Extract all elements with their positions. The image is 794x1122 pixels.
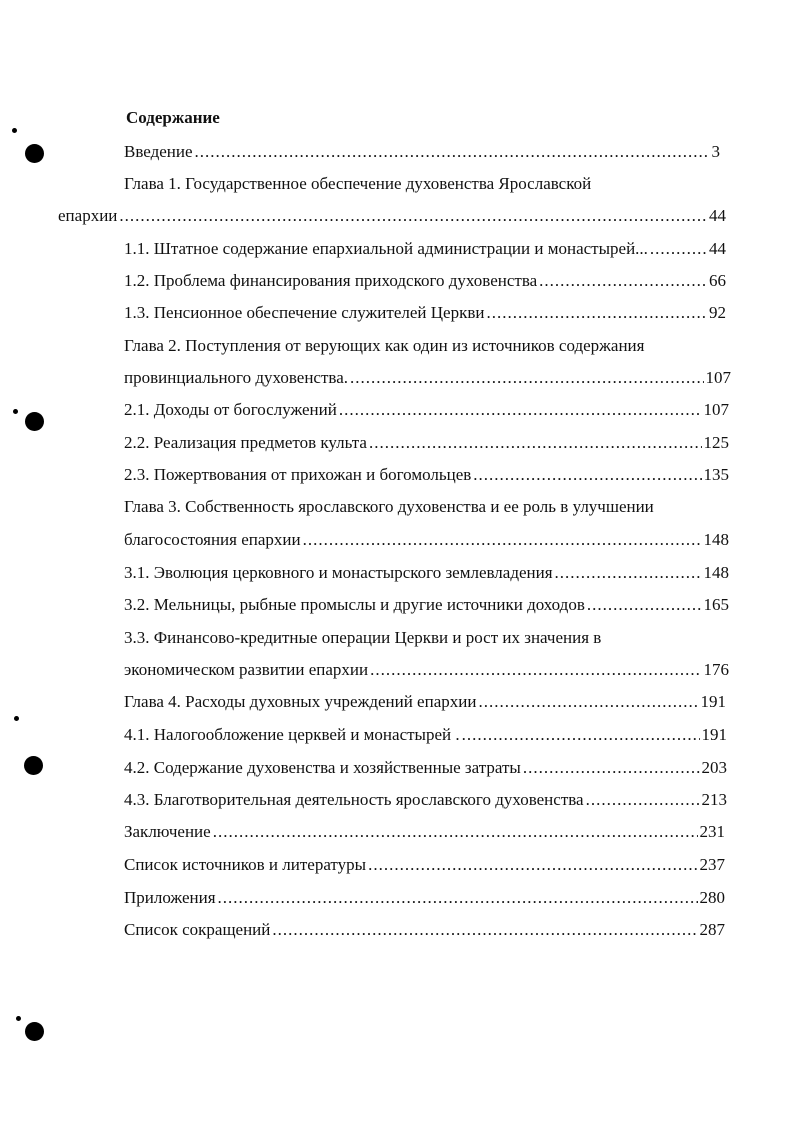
punch-hole-3 — [24, 756, 43, 775]
toc-entry-ch2-line1: Глава 2. Поступления от верующих как один из источников содержания — [124, 336, 645, 355]
leader-dots — [587, 593, 702, 617]
toc-entry-s4-2[interactable]: 4.2. Содержание духовенства и хозяйственные затраты ..... 203 — [124, 756, 727, 780]
toc-entry-s3-3-line1: 3.3. Финансово-кредитные операции Церкви и рост их значения в — [124, 628, 602, 647]
leader-dots — [486, 301, 707, 325]
leader-dots — [303, 528, 702, 552]
toc-entry-s1-3[interactable]: 1.3. Пенсионное обеспечение служителей Церкви ..... 92 — [124, 301, 726, 325]
leader-dots — [650, 237, 707, 261]
toc-title: Содержание — [126, 108, 220, 127]
toc-entry-s3-3[interactable]: экономическом развитии епархии ..... 176 — [124, 658, 729, 682]
leader-dots — [272, 918, 697, 942]
scan-speck-4 — [16, 1016, 21, 1021]
toc-entry-sources[interactable]: Список источников и литературы ..... 237 — [124, 853, 725, 877]
toc-entry-s2-2[interactable]: 2.2. Реализация предметов культа ..... 125 — [124, 431, 729, 455]
toc-entry-ch4[interactable]: Глава 4. Расходы духовных учреждений епархии ..... 191 — [124, 690, 726, 714]
leader-dots — [539, 269, 707, 293]
toc-entry-s4-3[interactable]: 4.3. Благотворительная деятельность ярославского духовенства ..... 213 — [124, 788, 727, 812]
toc-entry-s2-3[interactable]: 2.3. Пожертвования от прихожан и богомольцев ..... 135 — [124, 463, 729, 487]
toc-entry-s2-1[interactable]: 2.1. Доходы от богослужений ..... 107 — [124, 398, 729, 422]
leader-dots — [119, 204, 707, 228]
toc-entry-conclusion[interactable]: Заключение ..... 231 — [124, 820, 725, 844]
toc-entry-intro[interactable]: Введение ..... 3 — [124, 140, 720, 164]
leader-dots — [369, 431, 702, 455]
toc-entry-s3-1[interactable]: 3.1. Эволюция церковного и монастырского землевладения ..... 148 — [124, 561, 729, 585]
punch-hole-1 — [25, 144, 44, 163]
scan-speck-1 — [12, 128, 17, 133]
toc-entry-s1-2[interactable]: 1.2. Проблема финансирования приходского духовенства ..... 66 — [124, 269, 726, 293]
toc-entry-abbreviations[interactable]: Список сокращений ..... 287 — [124, 918, 725, 942]
leader-dots — [473, 463, 701, 487]
scan-speck-3 — [14, 716, 19, 721]
toc-entry-appendices[interactable]: Приложения ..... 280 — [124, 886, 725, 910]
toc-entry-ch3[interactable]: благосостояния епархии ..... 148 — [124, 528, 729, 552]
toc-entry-s4-1[interactable]: 4.1. Налогообложение церквей и монастырей . ..... 191 — [124, 723, 727, 747]
leader-dots — [218, 886, 698, 910]
toc-entry-s3-2[interactable]: 3.2. Мельницы, рыбные промыслы и другие источники доходов ..... 165 — [124, 593, 729, 617]
leader-dots — [478, 690, 698, 714]
leader-dots — [339, 398, 702, 422]
toc-entry-s1-1[interactable]: 1.1. Штатное содержание епархиальной администрации и монастырей... ..... 44 — [124, 237, 726, 261]
toc-entry-ch1-line1: Глава 1. Государственное обеспечение духовенства Ярославской — [124, 174, 592, 193]
leader-dots — [213, 820, 698, 844]
toc-entry-ch1[interactable]: епархии ..... 44 — [58, 204, 726, 228]
leader-dots — [555, 561, 702, 585]
leader-dots — [370, 658, 701, 682]
leader-dots — [586, 788, 700, 812]
leader-dots — [195, 140, 710, 164]
leader-dots — [523, 756, 700, 780]
toc-entry-ch3-line1: Глава 3. Собственность ярославского духовенства и ее роль в улучшении — [124, 497, 654, 516]
leader-dots — [350, 366, 704, 390]
scan-speck-2 — [13, 409, 18, 414]
punch-hole-4 — [25, 1022, 44, 1041]
punch-hole-2 — [25, 412, 44, 431]
leader-dots — [368, 853, 697, 877]
toc-entry-ch2[interactable]: провинциального духовенства. ..... 107 — [124, 366, 731, 390]
leader-dots — [462, 723, 700, 747]
